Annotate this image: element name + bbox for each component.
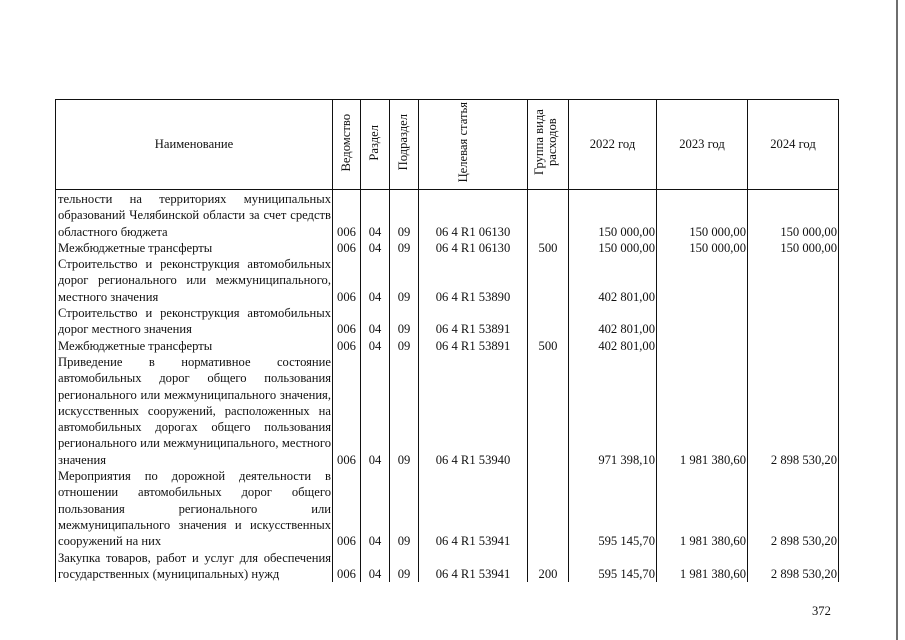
row-2023: 150 000,00 [657, 240, 748, 256]
row-section: 04 [361, 305, 390, 338]
row-name: Строительство и реконструкция автомобильных дорог регионального или межмуниципального, местного значения [56, 256, 333, 305]
row-section: 04 [361, 468, 390, 549]
row-dept: 006 [333, 256, 361, 305]
row-section: 04 [361, 240, 390, 256]
row-subsection: 09 [390, 338, 419, 354]
row-2024: 2 898 530,20 [748, 468, 839, 549]
row-2022: 595 145,70 [569, 550, 657, 583]
table-row [56, 468, 839, 549]
header-2022: 2022 год [569, 100, 657, 190]
row-2022: 150 000,00 [569, 240, 657, 256]
row-section: 04 [361, 354, 390, 468]
row-expense-group [528, 354, 569, 468]
table-row [56, 240, 839, 256]
row-target: 06 4 R1 06130 [419, 190, 528, 240]
row-2022: 595 145,70 [569, 468, 657, 549]
row-subsection: 09 [390, 354, 419, 468]
row-subsection: 09 [390, 305, 419, 338]
row-dept: 006 [333, 550, 361, 583]
row-dept: 006 [333, 305, 361, 338]
row-name: Строительство и реконструкция автомобильных дорог местного значения [56, 305, 333, 338]
row-2024 [748, 256, 839, 305]
row-subsection: 09 [390, 240, 419, 256]
row-target: 06 4 R1 53941 [419, 468, 528, 549]
row-subsection: 09 [390, 468, 419, 549]
row-2022: 402 801,00 [569, 256, 657, 305]
row-2024: 150 000,00 [748, 190, 839, 240]
row-dept: 006 [333, 190, 361, 240]
row-2024 [748, 305, 839, 338]
row-section: 04 [361, 550, 390, 583]
header-dept: Ведомство [333, 100, 361, 190]
budget-table [55, 99, 839, 582]
row-2022: 150 000,00 [569, 190, 657, 240]
row-target: 06 4 R1 53891 [419, 338, 528, 354]
row-target: 06 4 R1 53941 [419, 550, 528, 583]
row-name: Закупка товаров, работ и услуг для обеспечения государственных (муниципальных) нужд [56, 550, 333, 583]
row-section: 04 [361, 256, 390, 305]
table-row [56, 190, 839, 240]
row-name: Межбюджетные трансферты [56, 240, 333, 256]
header-2023: 2023 год [657, 100, 748, 190]
row-subsection: 09 [390, 550, 419, 583]
row-expense-group: 200 [528, 550, 569, 583]
row-2022: 971 398,10 [569, 354, 657, 468]
row-target: 06 4 R1 06130 [419, 240, 528, 256]
row-2024: 2 898 530,20 [748, 550, 839, 583]
row-section: 04 [361, 190, 390, 240]
row-dept: 006 [333, 338, 361, 354]
header-section: Раздел [361, 100, 390, 190]
row-expense-group: 500 [528, 240, 569, 256]
row-2023: 1 981 380,60 [657, 354, 748, 468]
row-dept: 006 [333, 240, 361, 256]
row-expense-group [528, 190, 569, 240]
row-2023 [657, 338, 748, 354]
row-2023: 150 000,00 [657, 190, 748, 240]
row-2023 [657, 256, 748, 305]
row-dept: 006 [333, 468, 361, 549]
header-2024: 2024 год [748, 100, 839, 190]
table-row [56, 550, 839, 583]
row-2023: 1 981 380,60 [657, 468, 748, 549]
page-number: 372 [812, 604, 831, 618]
header-name: Наименование [56, 100, 333, 190]
row-name: тельности на территориях муниципальных образований Челябинской области за счет средств областного бюджета [56, 190, 333, 240]
row-2023 [657, 305, 748, 338]
row-target: 06 4 R1 53940 [419, 354, 528, 468]
row-expense-group [528, 305, 569, 338]
row-name: Приведение в нормативное состояние автомобильных дорог общего пользования регионального или межмуниципального значения, искусственных сооружений, расположенных на автомобильных дорогах общего пользования регионального или межмуниципального, местного значения [56, 354, 333, 468]
row-expense-group: 500 [528, 338, 569, 354]
row-2022: 402 801,00 [569, 338, 657, 354]
row-2023: 1 981 380,60 [657, 550, 748, 583]
row-subsection: 09 [390, 256, 419, 305]
table-row [56, 354, 839, 468]
row-name: Межбюджетные трансферты [56, 338, 333, 354]
row-2022: 402 801,00 [569, 305, 657, 338]
row-section: 04 [361, 338, 390, 354]
row-dept: 006 [333, 354, 361, 468]
row-target: 06 4 R1 53891 [419, 305, 528, 338]
row-subsection: 09 [390, 190, 419, 240]
row-2024 [748, 338, 839, 354]
header-subsection: Подраздел [390, 100, 419, 190]
header-target: Целевая статья [419, 100, 528, 190]
scan-edge-line [896, 0, 898, 640]
row-name: Мероприятия по дорожной деятельности в отношении автомобильных дорог общего пользования регионального или межмуниципального значения и искусственных сооружений на них [56, 468, 333, 549]
row-2024: 2 898 530,20 [748, 354, 839, 468]
row-expense-group [528, 468, 569, 549]
table-row [56, 338, 839, 354]
row-target: 06 4 R1 53890 [419, 256, 528, 305]
table-row [56, 256, 839, 305]
header-expense-group: Группа вида расходов [528, 100, 569, 190]
table-header-row [56, 100, 839, 190]
table-row [56, 305, 839, 338]
row-2024: 150 000,00 [748, 240, 839, 256]
row-expense-group [528, 256, 569, 305]
